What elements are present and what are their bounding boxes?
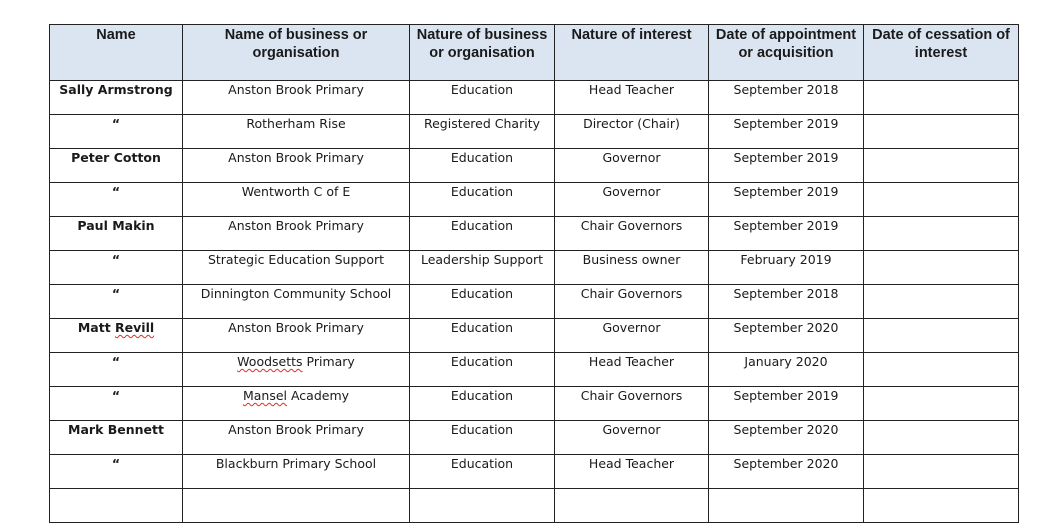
table-row: [50, 81, 1019, 115]
cell-business-nature: [410, 489, 555, 523]
cell-cessation-date: [864, 81, 1019, 115]
cell-interest-nature: [555, 81, 709, 115]
cell-business-name: [183, 251, 410, 285]
cell-appointment-date: [709, 81, 864, 115]
header-interest-nature: Nature of interest: [555, 25, 709, 81]
table-row: [50, 319, 1019, 353]
cell-interest-nature: [555, 421, 709, 455]
cell-text: “: [111, 354, 121, 369]
cell-text: Matt Revill: [77, 320, 155, 335]
cell-interest-nature: [555, 455, 709, 489]
cell-appointment-date: [709, 251, 864, 285]
table-row: [50, 353, 1019, 387]
cell-business-name: [183, 353, 410, 387]
cell-text: Wentworth C of E: [241, 184, 351, 199]
cell-text: September 2020: [733, 422, 839, 437]
cell-text: Education: [450, 286, 514, 301]
cell-text: Education: [450, 82, 514, 97]
cell-text: September 2019: [733, 184, 839, 199]
cell-interest-nature: [555, 319, 709, 353]
cell-text: Education: [450, 218, 514, 233]
cell-name: [50, 421, 183, 455]
cell-business-name: [183, 115, 410, 149]
cell-interest-nature: [555, 217, 709, 251]
cell-text: Chair Governors: [580, 388, 683, 403]
cell-text: Head Teacher: [588, 456, 675, 471]
cell-name: [50, 81, 183, 115]
cell-cessation-date: [864, 217, 1019, 251]
cell-name: [50, 353, 183, 387]
table-body: [50, 81, 1019, 523]
cell-appointment-date: [709, 421, 864, 455]
cell-name: [50, 149, 183, 183]
cell-interest-nature: [555, 149, 709, 183]
cell-business-name: [183, 183, 410, 217]
cell-text: Dinnington Community School: [200, 286, 392, 301]
header-business-name: Name of business or organisation: [183, 25, 410, 81]
cell-cessation-date: [864, 319, 1019, 353]
cell-appointment-date: [709, 455, 864, 489]
cell-text: Education: [450, 320, 514, 335]
spellcheck-mark: Woodsetts: [237, 354, 303, 369]
cell-name: [50, 285, 183, 319]
cell-appointment-date: [709, 183, 864, 217]
table-row: [50, 421, 1019, 455]
cell-text: “: [111, 388, 121, 403]
cell-business-name: [183, 455, 410, 489]
cell-text: Education: [450, 184, 514, 199]
spellcheck-mark: Revill: [115, 320, 155, 335]
cell-interest-nature: [555, 285, 709, 319]
cell-business-name: [183, 81, 410, 115]
cell-text: Strategic Education Support: [207, 252, 385, 267]
cell-text: Blackburn Primary School: [215, 456, 377, 471]
table-row: [50, 387, 1019, 421]
cell-text: Governor: [602, 422, 661, 437]
cell-appointment-date: [709, 489, 864, 523]
cell-text: Business owner: [582, 252, 681, 267]
cell-text: September 2019: [733, 218, 839, 233]
table-row: [50, 217, 1019, 251]
cell-name: [50, 387, 183, 421]
header-appointment-date: Date of appointment or acquisition: [709, 25, 864, 81]
cell-name: [50, 251, 183, 285]
cell-text: Education: [450, 422, 514, 437]
cell-business-nature: [410, 251, 555, 285]
cell-business-nature: [410, 81, 555, 115]
cell-business-nature: [410, 285, 555, 319]
cell-interest-nature: [555, 387, 709, 421]
table-row: [50, 285, 1019, 319]
cell-text: Head Teacher: [588, 82, 675, 97]
cell-text: Paul Makin: [77, 218, 155, 233]
cell-appointment-date: [709, 353, 864, 387]
cell-cessation-date: [864, 387, 1019, 421]
cell-text: Mansel Academy: [242, 388, 350, 403]
cell-text: “: [111, 184, 121, 199]
header-name: Name: [50, 25, 183, 81]
cell-text: September 2019: [733, 150, 839, 165]
cell-cessation-date: [864, 149, 1019, 183]
cell-text: Rotherham Rise: [246, 116, 346, 131]
cell-text: September 2018: [733, 82, 839, 97]
table-row: [50, 251, 1019, 285]
cell-text: Head Teacher: [588, 354, 675, 369]
header-cessation-date: Date of cessation of interest: [864, 25, 1019, 81]
cell-text: Education: [450, 388, 514, 403]
cell-text: Anston Brook Primary: [228, 82, 364, 97]
cell-name: [50, 319, 183, 353]
cell-business-name: [183, 421, 410, 455]
cell-interest-nature: [555, 115, 709, 149]
cell-business-nature: [410, 387, 555, 421]
interests-table: [49, 24, 1019, 523]
cell-text: September 2018: [733, 286, 839, 301]
cell-business-name: [183, 217, 410, 251]
cell-text: Director (Chair): [583, 116, 680, 131]
cell-interest-nature: [555, 489, 709, 523]
cell-business-nature: [410, 455, 555, 489]
cell-business-nature: [410, 115, 555, 149]
cell-text: Chair Governors: [580, 218, 683, 233]
table-row: [50, 183, 1019, 217]
cell-appointment-date: [709, 387, 864, 421]
cell-appointment-date: [709, 115, 864, 149]
cell-name: [50, 489, 183, 523]
cell-text: Anston Brook Primary: [228, 320, 364, 335]
cell-text: Sally Armstrong: [59, 82, 173, 97]
cell-text: “: [111, 286, 121, 301]
cell-text: “: [111, 116, 121, 131]
cell-cessation-date: [864, 489, 1019, 523]
cell-text: Registered Charity: [423, 116, 540, 131]
cell-text: September 2019: [733, 116, 839, 131]
cell-text: Anston Brook Primary: [228, 422, 364, 437]
cell-name: [50, 183, 183, 217]
cell-text: Leadership Support: [420, 252, 544, 267]
table-row: [50, 149, 1019, 183]
cell-business-name: [183, 489, 410, 523]
cell-business-name: [183, 387, 410, 421]
cell-text: February 2019: [740, 252, 832, 267]
cell-name: [50, 115, 183, 149]
cell-business-nature: [410, 149, 555, 183]
cell-business-name: [183, 149, 410, 183]
cell-cessation-date: [864, 421, 1019, 455]
cell-text: Woodsetts Primary: [237, 354, 355, 369]
cell-cessation-date: [864, 183, 1019, 217]
cell-business-name: [183, 319, 410, 353]
cell-name: [50, 455, 183, 489]
cell-text: Peter Cotton: [71, 150, 161, 165]
cell-text: September 2020: [733, 320, 839, 335]
cell-business-nature: [410, 217, 555, 251]
header-business-nature: Nature of business or organisation: [410, 25, 555, 81]
cell-text: “: [111, 456, 121, 471]
cell-interest-nature: [555, 183, 709, 217]
header-row: [50, 25, 1019, 81]
cell-business-nature: [410, 183, 555, 217]
cell-appointment-date: [709, 217, 864, 251]
cell-text: Chair Governors: [580, 286, 683, 301]
cell-business-name: [183, 285, 410, 319]
cell-text: January 2020: [744, 354, 828, 369]
cell-text: Anston Brook Primary: [228, 218, 364, 233]
cell-text: Education: [450, 456, 514, 471]
cell-interest-nature: [555, 353, 709, 387]
cell-appointment-date: [709, 319, 864, 353]
cell-name: [50, 217, 183, 251]
spellcheck-mark: Mansel: [242, 388, 287, 403]
cell-text: Governor: [602, 184, 661, 199]
table-row: [50, 115, 1019, 149]
cell-business-nature: [410, 319, 555, 353]
cell-text: Anston Brook Primary: [228, 150, 364, 165]
cell-cessation-date: [864, 285, 1019, 319]
cell-text: Mark Bennett: [68, 422, 164, 437]
cell-text: Education: [450, 354, 514, 369]
cell-text: September 2020: [733, 456, 839, 471]
cell-appointment-date: [709, 149, 864, 183]
cell-text: September 2019: [733, 388, 839, 403]
cell-cessation-date: [864, 353, 1019, 387]
table-row: [50, 455, 1019, 489]
cell-appointment-date: [709, 285, 864, 319]
cell-business-nature: [410, 421, 555, 455]
cell-text: Governor: [602, 150, 661, 165]
table-row: [50, 489, 1019, 523]
cell-text: Education: [450, 150, 514, 165]
cell-cessation-date: [864, 115, 1019, 149]
cell-interest-nature: [555, 251, 709, 285]
cell-business-nature: [410, 353, 555, 387]
cell-text: Governor: [602, 320, 661, 335]
cell-text: “: [111, 252, 121, 267]
cell-cessation-date: [864, 251, 1019, 285]
cell-cessation-date: [864, 455, 1019, 489]
